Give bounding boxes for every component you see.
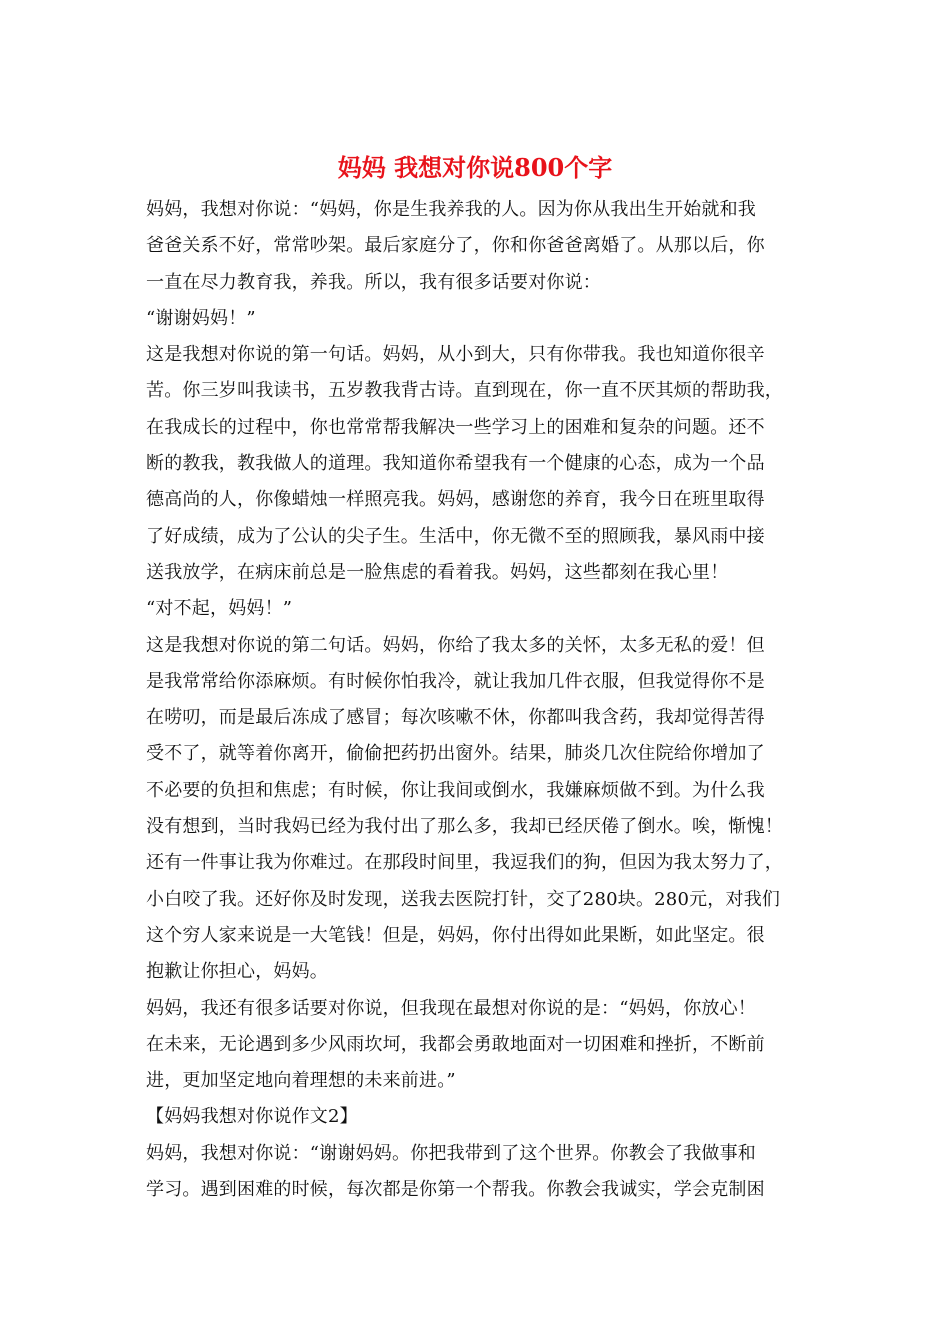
body-line: 在唠叨，而是最后冻成了感冒；每次咳嗽不休，你都叫我含药，我却觉得苦得 [146, 707, 765, 729]
document-body [146, 192, 806, 1208]
body-line: 妈妈，我想对你说：“谢谢妈妈。你把我带到了这个世界。你教会了我做事和 [146, 1142, 756, 1164]
body-line: 小白咬了我。还好你及时发现，送我去医院打针，交了280块。280元，对我们 [146, 888, 781, 910]
body-line: 妈妈，我还有很多话要对你说，但我现在最想对你说的是：“妈妈，你放心！ [146, 997, 756, 1019]
body-line: 送我放学，在病床前总是一脸焦虑的看着我。妈妈，这些都刻在我心里！ [146, 561, 729, 583]
body-line: 在我成长的过程中，你也常常帮我解决一些学习上的困难和复杂的问题。还不 [146, 416, 765, 438]
body-line: 妈妈，我想对你说：“妈妈，你是生我养我的人。因为你从我出生开始就和我 [146, 199, 756, 220]
body-line: 这是我想对你说的第一句话。妈妈，从小到大，只有你带我。我也知道你很辛 [146, 344, 765, 366]
body-line: 进，更加坚定地向着理想的未来前进。” [146, 1070, 456, 1092]
body-line: 还有一件事让我为你难过。在那段时间里，我逗我们的狗，但因为我太努力了， [146, 852, 783, 874]
document-title: 妈妈 我想对你说800个字 [337, 153, 613, 182]
body-line: 了好成绩，成为了公认的尖子生。生活中，你无微不至的照顾我，暴风雨中接 [146, 525, 765, 547]
quote-line: “谢谢妈妈！” [146, 307, 256, 329]
body-line: 断的教我，教我做人的道理。我知道你希望我有一个健康的心态，成为一个品 [146, 453, 765, 475]
body-line: 苦。你三岁叫我读书，五岁教我背古诗。直到现在，你一直不厌其烦的帮助我， [146, 380, 783, 402]
body-line: 受不了，就等着你离开，偷偷把药扔出窗外。结果，肺炎几次住院给你增加了 [146, 743, 765, 765]
body-line: 在未来，无论遇到多少风雨坎坷，我都会勇敢地面对一切困难和挫折，不断前 [146, 1033, 765, 1055]
body-line: 这是我想对你说的第二句话。妈妈，你给了我太多的关怀，太多无私的爱！但 [146, 634, 765, 656]
section-heading: 【妈妈我想对你说作文2】 [146, 1106, 358, 1128]
quote-line: “对不起，妈妈！” [146, 598, 293, 620]
body-line: 这个穷人家来说是一大笔钱！但是，妈妈，你付出得如此果断，如此坚定。很 [146, 924, 765, 946]
body-line: 不必要的负担和焦虑；有时候，你让我间或倒水，我嫌麻烦做不到。为什么我 [146, 779, 765, 801]
body-line: 是我常常给你添麻烦。有时候你怕我冷，就让我加几件衣服，但我觉得你不是 [146, 670, 765, 692]
body-line: 没有想到，当时我妈已经为我付出了那么多，我却已经厌倦了倒水。唉，惭愧！ [146, 816, 783, 838]
body-line: 一直在尽力教育我，养我。所以，我有很多话要对你说： [146, 271, 601, 293]
body-line: 德高尚的人，你像蜡烛一样照亮我。妈妈，感谢您的养育，我今日在班里取得 [146, 489, 765, 511]
body-line: 爸爸关系不好，常常吵架。最后家庭分了，你和你爸爸离婚了。从那以后，你 [146, 235, 765, 257]
body-line: 抱歉让你担心，妈妈。 [146, 961, 328, 983]
body-line: 学习。遇到困难的时候，每次都是你第一个帮我。你教会我诚实，学会克制困 [146, 1179, 765, 1201]
